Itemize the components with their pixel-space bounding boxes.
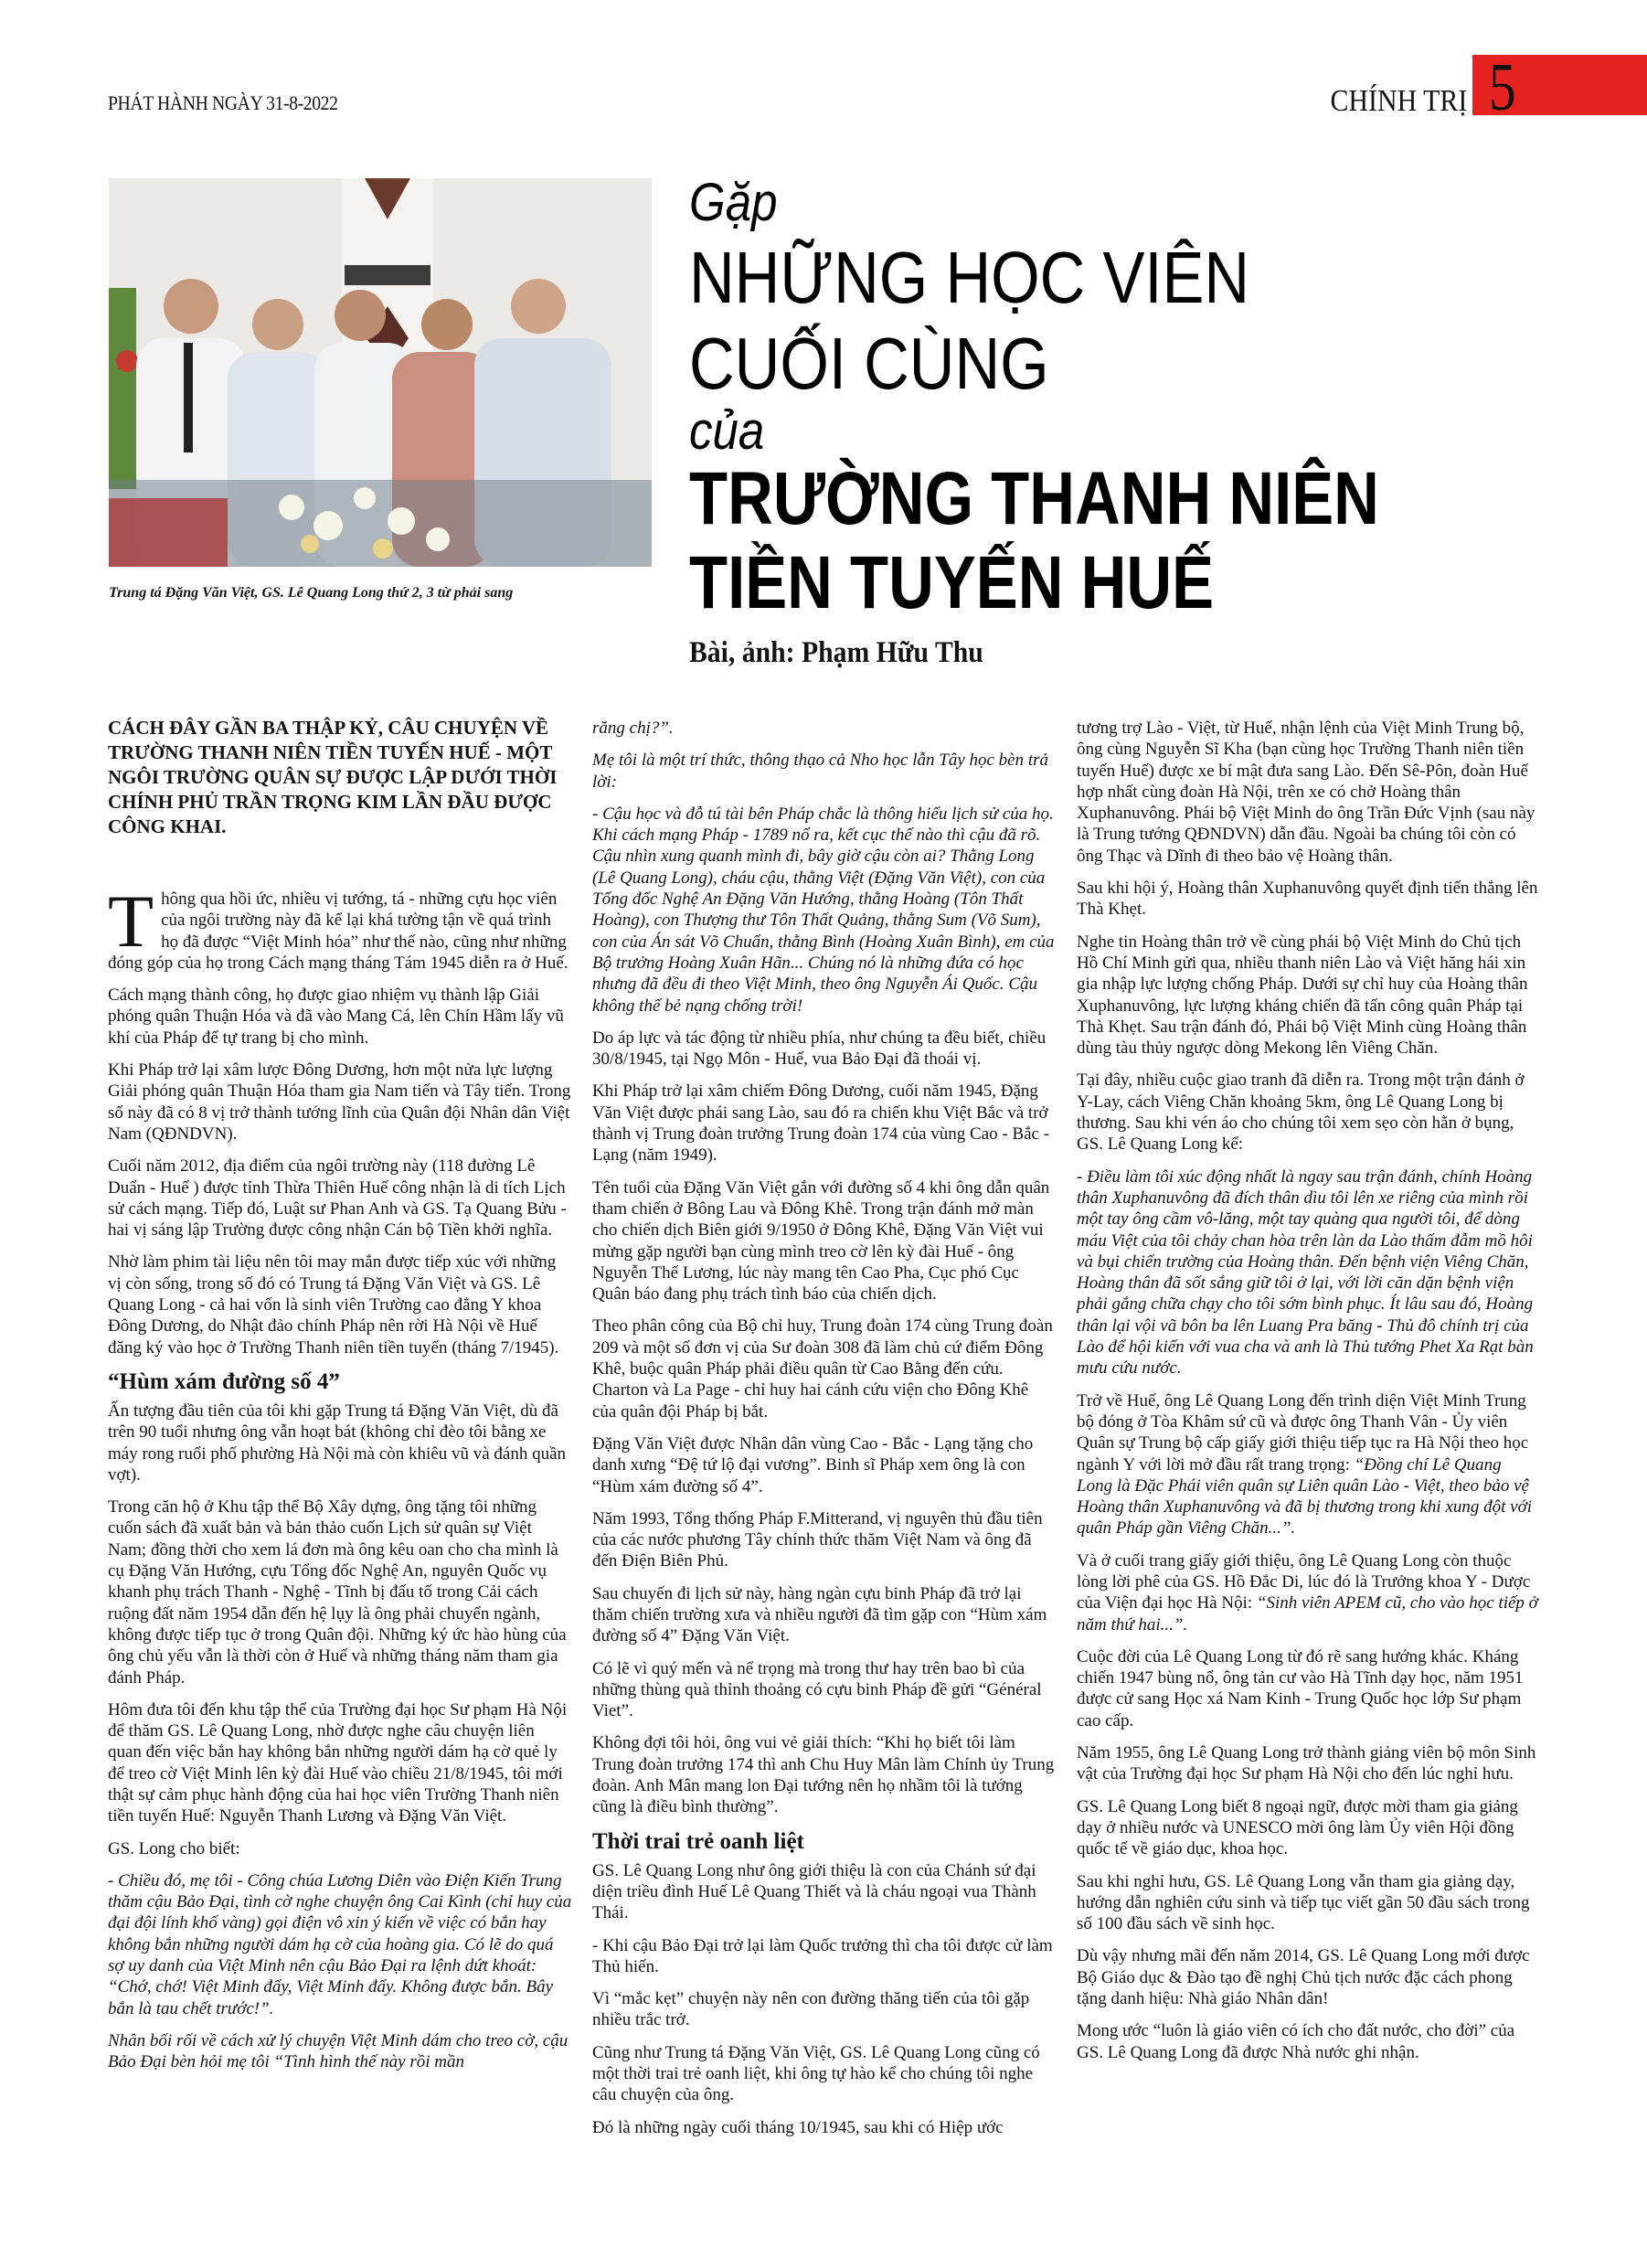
subheading: Thời trai trẻ oanh liệt xyxy=(592,1828,804,1854)
paragraph: tương trợ Lào - Việt, từ Huế, nhận lệnh của Việt Minh Trung bộ, ông cùng Nguyễn Sĩ Kha (bạn cùng học Trường Thanh niên tiền tuyến Huế) được xe bí mật đưa sang Lào. Đến Sê-Pôn, đoàn Huế hợp nhất cùng đoàn Hà Nội, trên xe có chở Hoàng thân Xuphanuvông. Phái bộ Việt Minh do ông Trần Đức Vịnh (sau này là Trung tướng QĐNDVN) dẫn đầu. Ngoài ba chúng tôi còn có ông Thạc và Dĩnh đi theo bảo vệ Hoàng thân. xyxy=(1077,719,1535,866)
quote-paragraph: - Cậu học và đỗ tú tài bên Pháp chắc là thông hiểu lịch sử của họ. Khi cách mạng Pháp - 1789 nổ ra, kết cục thế nào thì cậu đã rõ. Cậu nhìn xung quanh mình đi, bây giờ cậu còn ai? Thằng Long (Lê Quang Long), cháu cậu, thằng Việt (Đặng Văn Việt), con của Tổng đốc Nghệ An Đặng Văn Hướng, thằng Hoàng (Tôn Thất Hoàng), con Thượng thư Tôn Thất Quảng, thằng Sum (Võ Sum), con của Án sát Võ Chuẩn, thằng Bình (Hoàng Xuân Bình), em của Bộ trưởng Hoàng Xuân Hãn... Chúng nó là những đứa có học nhưng đã đều đi theo Việt Minh, theo ông Nguyễn Ái Quốc. Cậu không thể bẻ nạng chống trời! xyxy=(592,804,1055,1016)
headline-line-4: của xyxy=(689,401,765,461)
drop-cap: T xyxy=(108,879,154,963)
paragraph: Cuộc đời của Lê Quang Long từ đó rẽ sang hướng khác. Kháng chiến 1947 bùng nổ, ông tản cư vào Hà Tĩnh dạy học, năm 1951 được cử sang Học xá Nam Kinh - Trung Quốc học lớp Sư phạm cao cấp. xyxy=(1077,1646,1524,1730)
paragraph-text: Trở về Huế, ông Lê Quang Long đến trình diện Việt Minh Trung bộ đóng ở Tòa Khâm sứ cũ và được ông Thanh Vân - Ủy viên Quân sự Trung bộ cấp giấy giới thiệu tiếp tục ra Hà Nội theo học ngành Y với lời mở đầu rất trang trọng: xyxy=(1077,1390,1529,1475)
article-column-1 xyxy=(108,716,572,2084)
headline-line-5: TRƯỜNG THANH NIÊN xyxy=(689,457,1379,540)
paragraph: GS. Lê Quang Long biết 8 ngoại ngữ, được mời tham gia giảng dạy ở nhiều nước và UNESCO mời ông làm Ủy viên Hội đồng quốc tế về giáo dục, khoa học. xyxy=(1077,1796,1518,1859)
quote-paragraph: - Chiều đó, mẹ tôi - Công chúa Lương Diên vào Điện Kiến Trung thăm cậu Bảo Đại, tình cờ nghe chuyện ông Cai Kình (chỉ huy của đại đội lính khố vàng) gọi điện vô xin ý kiến về việc có bắn hay không bắn những người dám hạ cờ của hoàng gia. Có lẽ do quá sợ uy danh của Việt Minh nên cậu Bảo Đại ra lệnh dứt khoát: “Chớ, chớ! Việt Minh đấy, Việt Minh đấy. Không được bắn. Bây bắn là tau chết trước!”. xyxy=(108,1870,572,2018)
paragraph-text: Và ở cuối trang giấy giới thiệu, ông Lê Quang Long còn thuộc lòng lời phê của GS. Hồ Đắc Di, lúc đó là Trưởng khoa Y - Dược của Viện đại học Hà Nội: xyxy=(1077,1550,1531,1613)
group-photo-image xyxy=(109,178,652,567)
paragraph: Nghe tin Hoàng thân trở về cùng phái bộ Việt Minh do Chủ tịch Hồ Chí Minh gửi qua, nhiều thanh niên Lào và Việt hăng hái xin gia nhập lực lượng chống Pháp. Dưới sự chỉ huy của Hoàng thân Xuphanuvông, lực lượng kháng chiến đã tấn công quân Pháp tại Thà Khẹt. Sau trận đánh đó, Phái bộ Việt Minh cùng Hoàng thân dùng tàu thủy ngược dòng Mekong lên Viêng Chăn. xyxy=(1077,932,1528,1059)
article-photo xyxy=(109,178,652,567)
headline-line-3: CUỐI CÙNG xyxy=(689,323,1049,404)
quote-paragraph: Mẹ tôi là một trí thức, thông thạo cả Nho học lẫn Tây học bèn trả lời: xyxy=(592,751,1049,792)
paragraph: GS. Lê Quang Long như ông giới thiệu là con của Chánh sứ đại diện triều đình Huế Lê Quang Thiết và là cháu ngoại vua Thành Thái. xyxy=(592,1860,1036,1923)
paragraph: Đặng Văn Việt được Nhân dân vùng Cao - Bắc - Lạng tặng cho danh xưng “Đệ tứ lộ đại vương”. Binh sĩ Pháp xem ông là con “Hùm xám đường số 4”. xyxy=(592,1433,1034,1496)
paragraph: Cách mạng thành công, họ được giao nhiệm vụ thành lập Giải phóng quân Thuận Hóa và đã vào Mang Cá, lên Chín Hầm lấy vũ khí của Pháp để tự trang bị cho mình. xyxy=(108,985,564,1048)
paragraph: Khi Pháp trở lại xâm chiếm Đông Dương, cuối năm 1945, Đặng Văn Việt được phái sang Lào, sau đó ra chiến khu Việt Bắc và trở thành vị Trung đoàn trưởng Trung đoàn 174 của vùng Cao - Bắc - Lạng (năm 1949). xyxy=(592,1081,1050,1166)
paragraph xyxy=(1077,1390,1541,1539)
paragraph: Ấn tượng đầu tiên của tôi khi gặp Trung tá Đặng Văn Việt, dù đã trên 90 tuổi nhưng ông vẫn hoạt bát (không chỉ đèo tôi bằng xe máy rong ruổi phố phường Hà Nội mà còn khiêu vũ và đánh quần vợt). xyxy=(108,1400,567,1485)
paragraph: GS. Long cho biết: xyxy=(108,1838,240,1858)
headline-line-1: Gặp xyxy=(689,173,778,232)
quoted-text: “Đồng chí Lê Quang Long là Đặc Phái viên quân sự Liên quân Lào - Việt, theo bảo vệ Hoàng thân Xuphanuvông và đã bị thương trong khi xung đột với quân Pháp gần Viêng Chăn...”. xyxy=(1077,1454,1533,1539)
issue-date: PHÁT HÀNH NGÀY 31-8-2022 xyxy=(108,91,338,114)
paragraph: Do áp lực và tác động từ nhiều phía, như chúng ta đều biết, chiều 30/8/1945, tại Ngọ Môn - Huế, vua Bảo Đại đã thoái vị. xyxy=(592,1028,1047,1070)
byline: Bài, ảnh: Phạm Hữu Thu xyxy=(689,636,983,669)
quote-paragraph: - Điều làm tôi xúc động nhất là ngay sau trận đánh, chính Hoàng thân Xuphanuvông đã đích thân dìu tôi lên xe riêng của mình rồi một tay ông cầm vô-lăng, một tay quàng qua người tôi, để dòng máu Việt của tôi chảy chan hòa trên làn da Lào thấm đẫm mồ hôi và bụi chiến trường của Hoàng thân. Đến bệnh viện Viêng Chăn, Hoàng thân đã sốt sắng giữ tôi ở lại, với lời căn dặn bệnh viện phải gắng chữa chạy cho tôi sớm bình phục. Ít lâu sau đó, Hoàng thân lại vội vã bôn ba lên Luang Pra băng - Thủ đô chính trị của Lào để hội kiến với vua cha và anh là Thủ tướng Phet Xa Rạt bàn mưu cứu nước. xyxy=(1077,1166,1534,1379)
paragraph: Trong căn hộ ở Khu tập thể Bộ Xây dựng, ông tặng tôi những cuốn sách đã xuất bản và bản thảo cuốn Lịch sử quân sự Việt Nam; đồng thời cho xem lá đơn mà ông kêu oan cho cha mình là cụ Đặng Văn Hướng, cựu Tổng đốc Nghệ An, nguyên Quốc vụ khanh phụ trách Thanh - Nghệ - Tĩnh bị đấu tố trong Cải cách ruộng đất năm 1954 dẫn đến hệ lụy là ông phải chuyển ngành, không được tiếp tục ở trong Quân đội. Những ký ức hào hùng của ông chủ yếu vẫn là thời còn ở Huế và những tháng năm tham gia đánh Pháp. xyxy=(108,1497,567,1688)
paragraph: Không đợi tôi hỏi, ông vui vẻ giải thích: “Khi họ biết tôi làm Trung đoàn trưởng 174 thì anh Chu Huy Mân làm Chính ủy Trung đoàn. Anh Mân mang lon Đại tướng nên họ nhầm tôi là tướng cũng là điều bình thường”. xyxy=(592,1733,1055,1817)
page-number-box xyxy=(1472,50,1647,125)
paragraph: Cuối năm 2012, địa điểm của ngôi trường này (118 đường Lê Duẩn - Huế ) được tỉnh Thừa Thiên Huế công nhận là di tích Lịch sử cách mạng. Tiếp đó, Luật sư Phan Anh và GS. Tạ Quang Bửu - hai vị sáng lập Trường được công nhận Cán bộ Tiền khởi nghĩa. xyxy=(108,1156,567,1240)
paragraph: - Khi cậu Bảo Đại trở lại làm Quốc trưởng thì cha tôi được cử làm Thủ hiến. xyxy=(592,1935,1053,1976)
quote-paragraph: Nhân bối rối về cách xử lý chuyện Việt Minh dám cho treo cờ, cậu Bảo Đại bèn hỏi mẹ tôi “Tình hình thế này rồi mần xyxy=(108,2030,568,2072)
first-paragraph xyxy=(108,879,572,974)
paragraph: Sau chuyến đi lịch sử này, hàng ngàn cựu binh Pháp đã trở lại thăm chiến trường xưa và nhiều người đã tìm gặp con “Hùm xám đường số 4” Đặng Văn Việt. xyxy=(592,1583,1047,1646)
subheading: “Hùm xám đường số 4” xyxy=(108,1368,340,1394)
paragraph xyxy=(1077,1550,1541,1635)
paragraph: Năm 1955, ông Lê Quang Long trở thành giảng viên bộ môn Sinh vật của Trường đại học Sư phạm Hà Nội cho đến lúc nghỉ hưu. xyxy=(1077,1743,1536,1784)
article-column-3 xyxy=(1077,718,1541,2074)
paragraph: Vì “mắc kẹt” chuyện này nên con đường thăng tiến của tôi gặp nhiều trắc trở. xyxy=(592,1989,1030,2030)
photo-caption: Trung tá Đặng Văn Việt, GS. Lê Quang Long thứ 2, 3 từ phải sang xyxy=(109,585,514,601)
quote-paragraph: răng chị?”. xyxy=(592,719,674,738)
article-column-2 xyxy=(592,718,1057,2149)
paragraph: Nhờ làm phim tài liệu nên tôi may mắn được tiếp xúc với những vị còn sống, trong số đó có Trung tá Đặng Văn Việt và GS. Lê Quang Long - cả hai vốn là sinh viên Trường cao đẳng Y khoa Đông Dương, do Nhật đảo chính Pháp nên rời Hà Nội về Huế đăng ký vào học ở Trường Thanh niên tiền tuyến (tháng 7/1945). xyxy=(108,1252,559,1358)
paragraph: Cũng như Trung tá Đặng Văn Việt, GS. Lê Quang Long cũng có một thời trai trẻ oanh liệt, khi ông tự hào kể cho chúng tôi nghe câu chuyện của ông. xyxy=(592,2042,1040,2105)
headline-line-2: NHỮNG HỌC VIÊN xyxy=(689,237,1250,318)
paragraph: Có lẽ vì quý mến và nể trọng mà trong thư hay trên bao bì của những thùng quà thỉnh thoảng có cựu binh Pháp đề gửi “Général Viet”. xyxy=(592,1658,1042,1721)
paragraph-text: hông qua hồi ức, nhiều vị tướng, tá - những cựu học viên của ngôi trường này đã kể lại khá tường tận về quá trình họ đã được “Việt Minh hóa” như thế nào, cũng như những đóng góp của họ trong Cách mạng tháng Tám 1945 diễn ra ở Huế. xyxy=(108,889,568,973)
paragraph: Đó là những ngày cuối tháng 10/1945, sau khi có Hiệp ước xyxy=(592,2117,1004,2137)
quoted-text: “Sinh viên APEM cũ, cho vào học tiếp ở năm thứ hai...”. xyxy=(1077,1593,1538,1634)
paragraph: Theo phân công của Bộ chỉ huy, Trung đoàn 174 cùng Trung đoàn 209 và một số đơn vị của Sư đoàn 308 đã làm chủ cứ điểm Đông Khê, buộc quân Pháp phải điều quân từ Cao Bằng đến cứu. Charton và La Page - chỉ huy hai cánh cứu viện cho Đông Khê của quân đội Pháp bị bắt. xyxy=(592,1316,1053,1421)
paragraph: Năm 1993, Tổng thống Pháp F.Mitterand, vị nguyên thủ đầu tiên của các nước phương Tây chính thức thăm Việt Nam và ông đã đến Điện Biên Phủ. xyxy=(592,1508,1043,1571)
paragraph: Tại đây, nhiều cuộc giao tranh đã diễn ra. Trong một trận đánh ở Y-Lay, cách Viêng Chăn khoảng 5km, ông Lê Quang Long bị thương. Sau khi vén áo cho chúng tôi xem sẹo còn hằn ở bụng, GS. Lê Quang Long kể: xyxy=(1077,1070,1525,1155)
paragraph: Tên tuổi của Đặng Văn Việt gắn với đường số 4 khi ông dẫn quân tham chiến ở Bông Lau và Đông Khê. Trong trận đánh mở màn cho chiến dịch Biên giới 9/1950 ở Đông Khê, Đặng Văn Việt vui mừng gặp người bạn cùng mình treo cờ lên kỳ đài Huế - ông Nguyễn Thế Lương, lúc này mang tên Cao Pha, Cục phó Cục Quân báo đang phụ trách tình báo của chiến dịch. xyxy=(592,1177,1050,1304)
lead-paragraph: CÁCH ĐÂY GẦN BA THẬP KỶ, CÂU CHUYỆN VỀ TRƯỜNG THANH NIÊN TIỀN TUYẾN HUẾ - MỘT NGÔI TRƯỜNG QUÂN SỰ ĐƯỢC LẬP DƯỚI THỜI CHÍNH PHỦ TRẦN TRỌNG KIM LẦN ĐẦU ĐƯỢC CÔNG KHAI. xyxy=(108,717,558,837)
page-number: 5 xyxy=(1489,50,1516,125)
paragraph: Dù vậy nhưng mãi đến năm 2014, GS. Lê Quang Long mới được Bộ Giáo dục & Đào tạo đề nghị Chủ tịch nước đặc cách phong tặng danh hiệu: Nhà giáo Nhân dân! xyxy=(1077,1946,1530,2009)
paragraph: Khi Pháp trở lại xâm lược Đông Dương, hơn một nửa lực lượng Giải phóng quân Thuận Hóa tham gia Nam tiến và Tây tiến. Trong số này đã có 8 vị trở thành tướng lĩnh của Quân đội Nhân dân Việt Nam (QĐNDVN). xyxy=(108,1060,571,1144)
paragraph: Mong ước “luôn là giáo viên có ích cho đất nước, cho đời” của GS. Lê Quang Long đã được Nhà nước ghi nhận. xyxy=(1077,2021,1515,2062)
paragraph: Hôm đưa tôi đến khu tập thể của Trường đại học Sư phạm Hà Nội để thăm GS. Lê Quang Long, nhờ được nghe câu chuyện liên quan đến việc bắn hay không bắn những người dám hạ cờ quẻ ly để treo cờ Việt Minh lên kỳ đài Huế vào chiều 21/8/1945, tôi mới thật sự cảm phục hành động của hai học viên Trường Thanh niên tiền tuyến Huế: Nguyễn Thanh Lương và Đặng Văn Việt. xyxy=(108,1699,568,1826)
paragraph: Sau khi hội ý, Hoàng thân Xuphanuvông quyết định tiến thẳng lên Thà Khẹt. xyxy=(1077,878,1538,920)
paragraph: Sau khi nghỉ hưu, GS. Lê Quang Long vẫn tham gia giảng dạy, hướng dẫn nghiên cứu sinh và tiếp tục viết gần 50 đầu sách trong số 100 đầu sách về sinh học. xyxy=(1077,1871,1530,1934)
section-label: CHÍNH TRỊ xyxy=(1330,84,1467,118)
headline-line-6: TIỀN TUYẾN HUẾ xyxy=(689,541,1215,624)
